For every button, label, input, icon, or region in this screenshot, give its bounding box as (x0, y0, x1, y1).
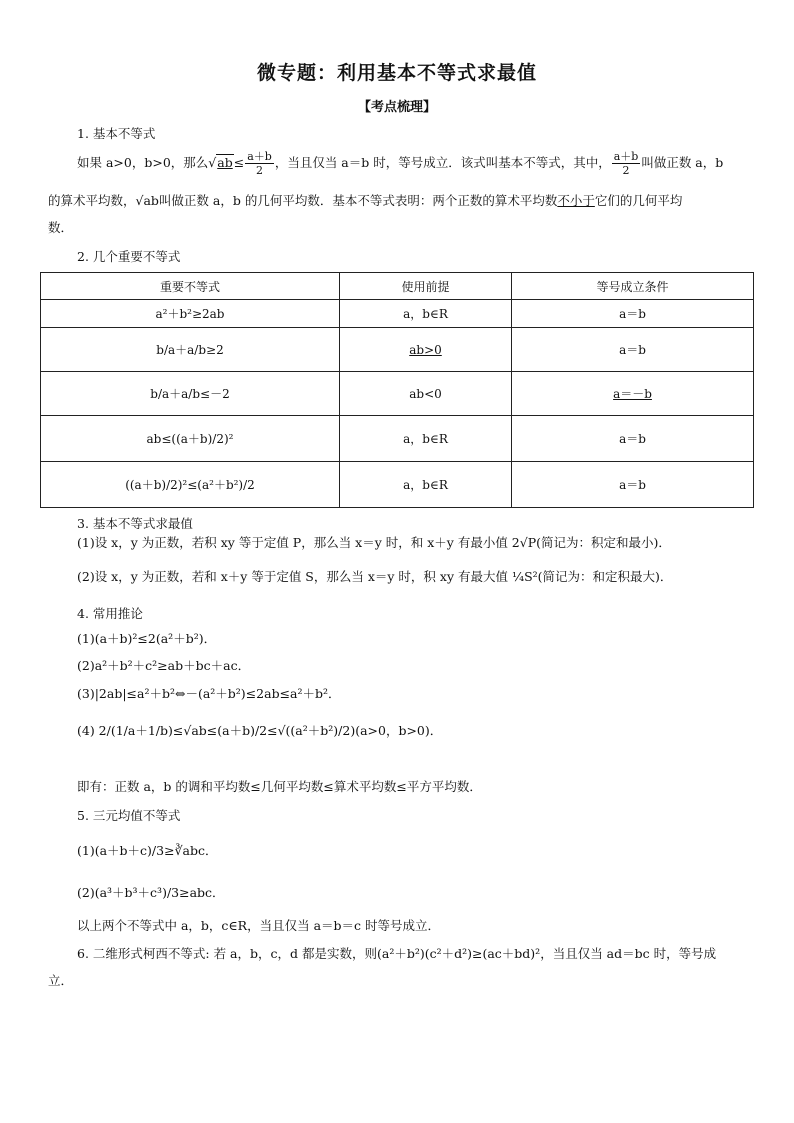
s6-line2: 立． (48, 973, 74, 988)
s3-line2: (2)设 x，y 为正数，若和 x＋y 等于定值 S，那么当 x＝y 时，积 xy 有最大值 ¼S²(简记为：和定积最大)． (77, 569, 673, 584)
s6-line1: 6. 二维形式柯西不等式: 若 a，b，c，d 都是实数，则(a²＋b²)(c²＋d²)≥(ac＋bd)²，当且仅当 ad＝bc 时，等号成 (77, 946, 717, 961)
s1-p3: 数． (48, 220, 74, 235)
cell-inequality: b/a＋a/b≤－2 (41, 372, 340, 416)
cell-equality: a＝b (512, 300, 754, 328)
s1-p2-tail: 它们的几何平均 (594, 193, 683, 208)
s4-line4: (4) 2/(1/a＋1/b)≤√ab≤(a＋b)/2≤√((a²＋b²)/2)(a>0，b>0)． (77, 723, 443, 738)
cell-inequality: b/a＋a/b≥2 (41, 328, 340, 372)
cell-equality: a＝b (512, 462, 754, 508)
s1-p1-prefix: 如果 a>0，b>0，那么 (77, 155, 209, 170)
s1-p1-tail: 叫做正数 a，b (641, 155, 724, 170)
table-row (41, 300, 754, 328)
s4-line2: (2)a²＋b²＋c²≥ab＋bc＋ac． (77, 658, 251, 673)
section-subtitle: 【考点梳理】 (357, 100, 436, 115)
column-header-equality: 等号成立条件 (512, 273, 754, 300)
column-header-premise: 使用前提 (340, 273, 512, 300)
cell-premise: a，b∈R (340, 462, 512, 508)
s2-heading: 2. 几个重要不等式 (77, 249, 181, 264)
s4-line3: (3)|2ab|≤a²＋b²⇔－(a²＋b²)≤2ab≤a²＋b²． (77, 686, 341, 701)
cell-premise: a，b∈R (340, 300, 512, 328)
table-row (41, 328, 754, 372)
s1-arith-mean-formula: $\frac{a+b}{2}$ (613, 150, 639, 177)
s1-p2: 的算术平均数，√ab叫做正数 a，b 的几何平均数．基本不等式表明：两个正数的算术平均数 (48, 193, 558, 208)
cell-inequality: ((a＋b)/2)²≤(a²＋b²)/2 (41, 462, 340, 508)
s4-line5: 即有：正数 a，b 的调和平均数≤几何平均数≤算术平均数≤平方平均数． (77, 779, 482, 794)
table-header-row (41, 273, 754, 300)
s5-heading: 5. 三元均值不等式 (77, 808, 181, 823)
table-row (41, 372, 754, 416)
s1-p1-mid: ，当且仅当 a＝b 时，等号成立．该式叫基本不等式，其中， (274, 155, 611, 170)
table-row (41, 462, 754, 508)
page-title: 微专题：利用基本不等式求最值 (256, 62, 537, 84)
s1-heading: 1. 基本不等式 (77, 126, 156, 141)
s5-line1: (1)(a＋b＋c)/3≥∛abc． (77, 843, 218, 858)
s1-p2-underlined: 不小于 (557, 193, 595, 208)
s1-paragraph-line2 (48, 192, 682, 210)
column-header-inequality: 重要不等式 (41, 273, 340, 300)
s5-line3: 以上两个不等式中 a，b，c∈R，当且仅当 a＝b＝c 时等号成立． (77, 918, 440, 933)
cell-equality: a＝－b (512, 372, 754, 416)
s5-line2: (2)(a³＋b³＋c³)/3≥abc． (77, 885, 225, 900)
s3-heading: 3. 基本不等式求最值 (77, 516, 193, 531)
table-row (41, 416, 754, 462)
cell-premise: ab>0 (340, 328, 512, 372)
cell-inequality: ab≤((a＋b)/2)² (41, 416, 340, 462)
cell-equality: a＝b (512, 328, 754, 372)
cell-inequality: a²＋b²≥2ab (41, 300, 340, 328)
s1-paragraph-line1 (77, 150, 723, 177)
cell-premise: a，b∈R (340, 416, 512, 462)
s1-formula: √ab≤ $\frac{a+b}{2}$ (208, 150, 272, 177)
cell-premise: ab<0 (340, 372, 512, 416)
s4-heading: 4. 常用推论 (77, 606, 143, 621)
inequality-table (40, 272, 754, 508)
cell-equality: a＝b (512, 416, 754, 462)
s4-line1: (1)(a＋b)²≤2(a²＋b²)． (77, 631, 217, 646)
s3-line1: (1)设 x，y 为正数，若积 xy 等于定值 P，那么当 x＝y 时，和 x＋y 有最小值 2√P(简记为：积定和最小)． (77, 535, 671, 550)
